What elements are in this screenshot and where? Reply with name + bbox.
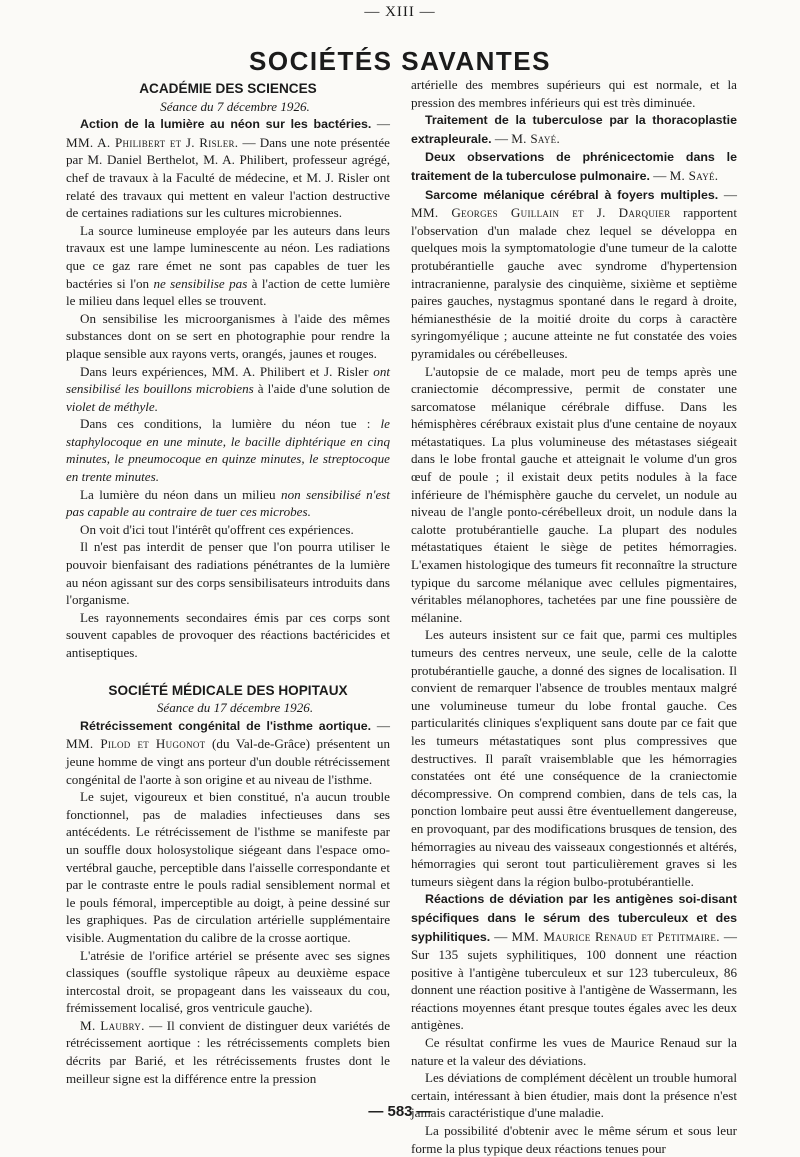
article-phrenicectomie (411, 148, 737, 185)
page-folio-roman: — XIII — (364, 4, 436, 20)
paragraph: Il n'est pas interdit de penser que l'on pourra utiliser le pouvoir bienfaisant des radiations pénétrantes de la lumière au néon agissant sur des corps sensibilisateurs introduits dans l'organisme. (66, 539, 390, 608)
paragraph: L'atrésie de l'orifice artériel se présente avec ses signes classiques (souffle systolique râpeux au deuxième espace intercostal droit, se propageant dans les vaisseaux du cou, frémissement localisé, gros ventricule gauche). (66, 947, 390, 1016)
paragraph: Les rayonnements secondaires émis par ces corps sont souvent capables de provoquer des réactions bactéricides et antiseptiques. (66, 609, 390, 660)
text-run: à l'aide d'une solution de (253, 381, 390, 397)
section-date-academie: Séance du 7 décembre 1926. (160, 98, 310, 114)
page-number: — 583 — (368, 1103, 432, 1120)
article-authors: MM. Pilod et Hugonot (66, 736, 206, 752)
paragraph: On voit d'ici tout l'intérêt qu'offrent ces expériences. (80, 521, 354, 537)
right-column (411, 76, 737, 1157)
article-authors: MM. Maurice Renaud et Petitmaire. (511, 928, 720, 944)
section-gap (66, 662, 390, 682)
italic-run: ne sensibilise pas (153, 275, 248, 291)
title-separator: — (371, 116, 390, 132)
text-run: à l'action de cette lumière le milieu dans lequel elles se trouvent. (66, 275, 390, 309)
text-run: — Il convient de distinguer deux variétés de rétrécissement aortique : les rétrécissements complets bien décrits par Barié, et les rétrécissements frustes dont le meilleur signe est la différence entre la pression (66, 1017, 390, 1086)
paragraph: La possibilité d'obtenir avec le même sérum et sous leur forme la plus typique deux réactions tenues pour (411, 1123, 737, 1156)
article-text: (du Val-de-Grâce) présentent un jeune homme de vingt ans porteur d'un double rétrécissement congénital de l'aorte à son origine et au niveau de l'isthme. (66, 736, 391, 787)
paragraph: Ce résultat confirme les vues de Maurice Renaud sur la nature et la valeur des déviations. (411, 1035, 737, 1068)
italic-run: le staphylocoque en une minute, le bacille diphtérique en cinq minutes, le pneumocoque en quinze minutes, le streptocoque en trente minutes. (66, 416, 390, 485)
article-deviation (411, 890, 737, 1034)
page-title: SOCIÉTÉS SAVANTES (249, 46, 551, 76)
article-authors: M. Sayé. (669, 167, 719, 183)
article-thoracoplastie (411, 111, 737, 148)
section-heading-medicale: SOCIÉTÉ MÉDICALE DES HOPITAUX (108, 682, 348, 698)
article-title: Traitement de la tuberculose par la thoracoplastie extrapleurale. (411, 113, 737, 146)
paragraph: On sensibilise les microorganismes à l'aide des mêmes substances dont on se sert en photographie pour rendre la plaque sensible aux rayons verts, orangés, jaunes et rouges. (66, 310, 390, 361)
title-separator: — (718, 186, 737, 202)
italic-run: non sensibilisé n'est pas capable au contraire de tuer ces microbes. (66, 486, 390, 520)
paragraph (66, 222, 390, 310)
text-run: La lumière du néon dans un milieu (80, 486, 282, 502)
article-title: Réactions de déviation par les antigènes soi-disant spécifiques dans le sérum des tuberculeux et des syphilitiques. (411, 892, 737, 944)
article-text: — Dans une note présentée par M. Daniel Berthelot, M. A. Philibert, professeur agrégé, chef de travaux à la Faculté de médecine, et M. J. Risler ont relaté des travaux qui mettent en valeur l'action destructive de certaines radiations sur les cultures microbiennes. (66, 134, 390, 221)
section-heading-academie: ACADÉMIE DES SCIENCES (139, 81, 317, 96)
article-title: Deux observations de phrénicectomie dans le traitement de la tuberculose pulmonaire. (411, 150, 737, 183)
text-run: Dans ces conditions, la lumière du néon tue : (80, 416, 381, 432)
paragraph (66, 486, 390, 521)
paragraph (66, 415, 390, 485)
section-date-medicale: Séance du 17 décembre 1926. (156, 700, 314, 716)
italic-run: ont sensibilisé les bouillons microbiens (66, 363, 390, 397)
title-separator: — (649, 167, 670, 183)
article-title: Rétrécissement congénital de l'isthme aortique. (80, 718, 372, 733)
article-authors: MM. A. Philibert et J. Risler. (66, 134, 239, 150)
article-neon-intro (66, 115, 390, 222)
title-separator: — (371, 717, 390, 733)
paragraph (66, 1017, 390, 1087)
title-separator: — (490, 928, 512, 944)
article-sarcome (411, 186, 737, 363)
discussant-author: M. Laubry. (80, 1017, 145, 1033)
paragraph: Les auteurs insistent sur ce fait que, parmi ces multiples tumeurs des centres nerveux, une seule, celle de la calotte protubérantielle gauche, a donné des signes de localisation. Il convient de remarquer l'absence de troubles mentaux malgré une volumineuse tumeur du lobe frontal gauche. Ces particularités cliniques s'expliquent sans doute par ce fait que les tumeurs métastatiques sont plus compressives que destructives. Il paraît vraisemblable que les hémorragies constatées ont été une conséquence de la craniectomie décompressive. On comprend combien, dans de tels cas, la ponction lombaire peut aussi être éventuellement dangereuse, en provoquant, par des modifications brusques de tension, des hémorragies au niveau des vaisseaux congestionnés et altérés, hémorragies qui seront tout particulièrement graves si les tumeurs siègent dans la région bulbo-protubérantielle. (411, 627, 737, 889)
article-isthme-intro (66, 717, 390, 788)
paragraph: Les déviations de complément décèlent un trouble humoral certain, intéressant à bien étudier, mais dont la présence n'est jamais caractéristique d'une maladie. (411, 1070, 737, 1121)
italic-run: violet de méthyle. (66, 398, 158, 414)
paragraph-continued: artérielle des membres supérieurs qui est normale, et la pression des membres inférieurs qui est très diminuée. (411, 77, 737, 110)
paragraph: Le sujet, vigoureux et bien constitué, n'a aucun trouble fonctionnel, pas de maladies infectieuses dans ses antécédents. Le rétrécissement de l'isthme se manifeste par un souffle doux holosystolique siégeant dans l'espace omo-vertébral gauche, perceptible dans l'aisselle correspondante et par le contraste entre le pouls radial sensiblement normal et le pouls fémoral, imperceptible au doigt, à peine dessiné sur les graphiques. Pas de circulation artérielle supplémentaire visible. Augmentation du calibre de la crosse aortique. (66, 789, 390, 945)
text-run: La source lumineuse employée par les auteurs dans leurs travaux est une lampe luminescente au néon. Les radiations que ce gaz rare émet ne sont pas capables de tuer les bactéries si l'on (66, 222, 390, 291)
text-run: — Sur 135 sujets syphilitiques, 100 donnent une réaction positive à l'antigène tuberculeux et sur 123 tuberculeux, 86 donnent une réaction positive à l'antigène de Wassermann, les réactions moyennes étant presque toutes égales avec les deux antigènes. (411, 928, 737, 1033)
title-separator: — (491, 130, 512, 146)
text-run: Dans leurs expériences, MM. A. Philibert et J. Risler (80, 363, 374, 379)
article-title: Action de la lumière au néon sur les bactéries. (80, 117, 372, 132)
paragraph: L'autopsie de ce malade, mort peu de temps après une craniectomie décompressive, permit de constater une sarcomatose mélanique cérébrale diffuse. Dans les hémisphères cérébraux existait plus d'une centaine de noyaux métastatiques. La plus volumineuse des métastases siégeait dans le lobe frontal gauche et atteignait le volume d'un gros œuf de poule ; il existait deux petits nodules à la face inférieure de l'hémisphère gauche du cervelet, un nodule au niveau de l'angle ponto-cérébelleux droit, un nodule dans la calotte protubérantielle gauche. La plupart des nodules métastatiques étaient le siège de petites hémorragies. L'examen histologique des tumeurs fit reconnaître la structure typique du sarcome mélanique avec cellules pigmentaires, véritables mélanophores, tachetées par une fine poussière de mélanine. (411, 363, 737, 625)
article-authors: MM. Georges Guillain et J. Darquier (411, 205, 671, 221)
text-run: rapportent l'observation d'un malade chez lequel se développa en quelques mois la symptomatologie d'une tumeur de la calotte protubérantielle gauche avec syndrome d'hypertension intracranienne, paralysie des cinquième, sixième et septième paires gauches, nystagmus spontané dans le regard à droite, hémianesthésie de la moitié droite du corps à caractère syringomyélique ; aucune atteinte ne fut constatée des voies pyramidales ou cérébelleuses. (411, 205, 737, 361)
article-title: Sarcome mélanique cérébral à foyers multiples. (425, 187, 719, 202)
article-authors: M. Sayé. (511, 130, 561, 146)
left-column (66, 80, 390, 1087)
paragraph (66, 363, 390, 416)
